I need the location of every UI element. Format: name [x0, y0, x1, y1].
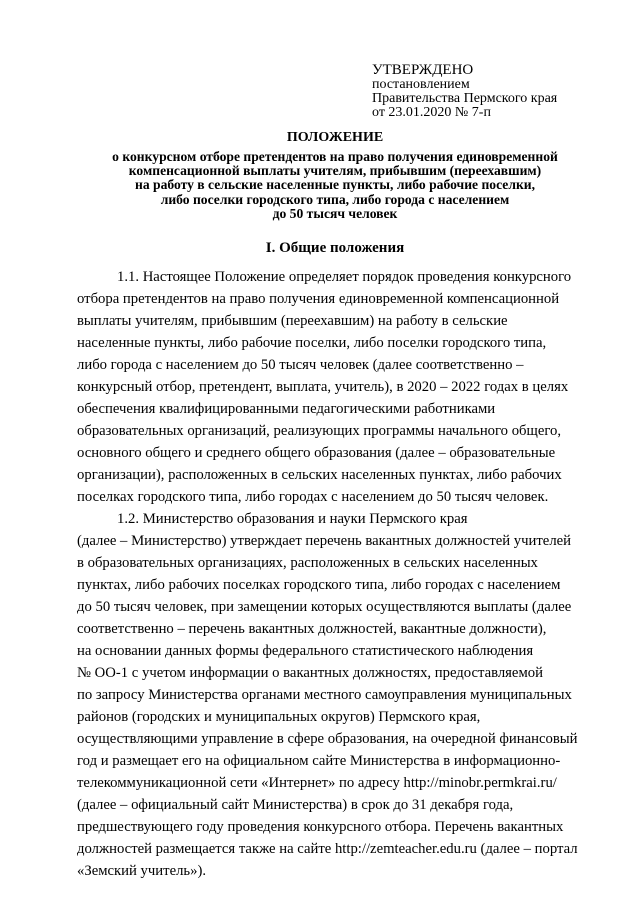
paragraph-line: либо города с населением до 50 тысяч человек (далее соответственно – — [77, 357, 524, 373]
paragraph-line: пунктах, либо рабочих поселках городского типа, либо городах с населением — [77, 577, 561, 593]
approval-title: УТВЕРЖДЕНО — [372, 62, 474, 78]
paragraph-line: предшествующего году проведения конкурсного отбора. Перечень вакантных — [77, 819, 564, 835]
subtitle-line: о конкурсном отборе претендентов на право получения единовременной — [112, 149, 558, 164]
approval-stamp — [372, 62, 557, 120]
document-title: ПОЛОЖЕНИЕ — [286, 130, 384, 145]
paragraph-line: основного общего и среднего общего образования (далее – образовательные — [77, 445, 556, 461]
paragraph-line: соответственно – перечень вакантных должностей, вакантные должности), — [77, 621, 547, 637]
approval-line: от 23.01.2020 № 7-п — [372, 105, 491, 120]
section-heading: I. Общие положения — [265, 240, 405, 256]
paragraph-line: 1.2. Министерство образования и науки Пермского края — [117, 511, 468, 527]
paragraph-line: 1.1. Настоящее Положение определяет порядок проведения конкурсного — [117, 269, 572, 285]
subtitle-line: до 50 тысяч человек — [272, 205, 398, 221]
paragraph-line: «Земский учитель»). — [77, 863, 207, 879]
paragraph-line: до 50 тысяч человек, при замещении которых осуществляются выплаты (далее — [77, 599, 572, 615]
paragraph-line: на основании данных формы федерального статистического наблюдения — [77, 643, 534, 659]
paragraph-line: (далее – Министерство) утверждает перечень вакантных должностей учителей — [77, 533, 572, 549]
paragraph-line: отбора претендентов на право получения единовременной компенсационной — [77, 291, 560, 307]
paragraph-line: по запросу Министерства органами местного самоуправления муниципальных — [77, 687, 572, 703]
paragraph-line: конкурсный отбор, претендент, выплата, учитель), в 2020 – 2022 годах в целях — [77, 379, 569, 395]
paragraph-line: организации), расположенных в сельских населенных пунктах, либо рабочих — [77, 467, 562, 483]
paragraph-line: осуществляющими управление в сфере образования, на очередной финансовый — [77, 731, 578, 747]
paragraph-line: поселках городского типа, либо городах с населением до 50 тысяч человек. — [77, 489, 549, 505]
paragraph-line: населенные пункты, либо рабочие поселки, либо поселки городского типа, — [77, 335, 547, 351]
paragraph-line: телекоммуникационной сети «Интернет» по адресу http://minobr.permkrai.ru/ — [77, 775, 557, 791]
paragraph-line: районов (городских и муниципальных округов) Пермского края, — [77, 709, 481, 725]
paragraph-line: обеспечения квалифицированными педагогическими работниками — [77, 401, 496, 417]
paragraph-line: (далее – официальный сайт Министерства) в срок до 31 декабря года, — [77, 797, 514, 813]
approval-line: постановлением — [372, 77, 470, 92]
paragraph-line: год и размещает его на официальном сайте Министерства в информационно- — [77, 753, 561, 769]
subtitle-line: либо поселки городского типа, либо города с населением — [160, 191, 510, 207]
paragraph-line: выплаты учителям, прибывшим (переехавшим) на работу в сельские — [77, 313, 508, 329]
paragraph-line: должностей размещается также на сайте http://zemteacher.edu.ru (далее – портал — [77, 841, 578, 857]
document-subtitle — [40, 150, 630, 221]
paragraph-line: № ОО-1 с учетом информации о вакантных должностях, предоставляемой — [77, 665, 543, 681]
section-body — [77, 266, 601, 882]
paragraph-line: в образовательных организациях, расположенных в сельских населенных — [77, 555, 538, 571]
approval-line: Правительства Пермского края — [372, 91, 558, 106]
paragraph-line: образовательных организаций, реализующих программы начального общего, — [77, 423, 562, 439]
subtitle-line: компенсационной выплаты учителям, прибывшим (переехавшим) — [128, 163, 542, 179]
subtitle-line: на работу в сельские населенные пункты, либо рабочие поселки, — [134, 177, 536, 193]
